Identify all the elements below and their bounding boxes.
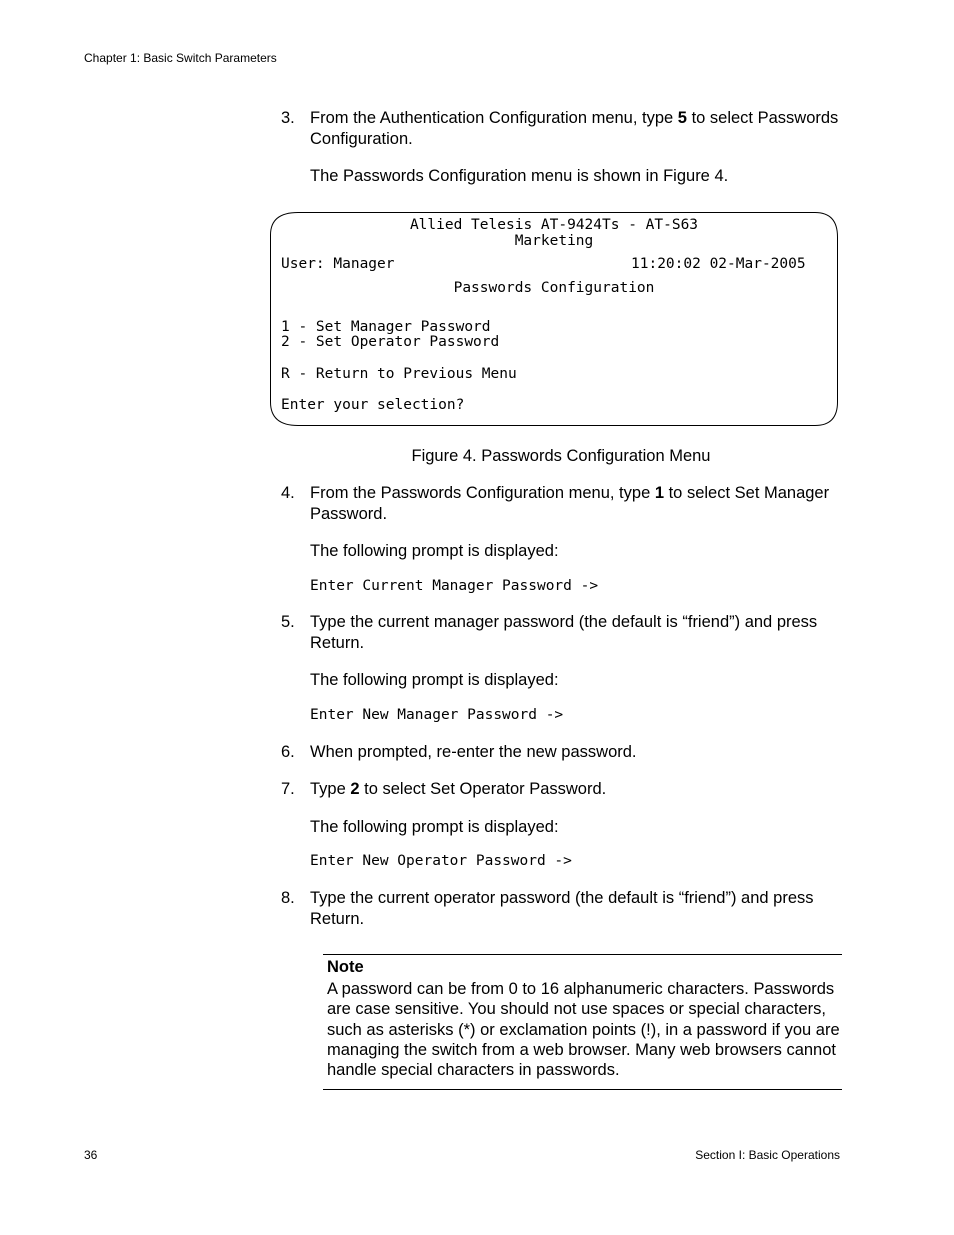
prompt-new-manager: Enter New Manager Password ->	[310, 707, 564, 723]
step-text: Type the current manager password (the default is “friend”) and press Return.	[310, 613, 818, 652]
step-3	[281, 108, 846, 152]
step-text: Type the current operator password (the default is “friend”) and press Return.	[310, 889, 814, 928]
screen-menu-title: Passwords Configuration	[453, 280, 655, 296]
prompt-displayed-text: The following prompt is displayed:	[310, 542, 559, 560]
screen-location: Marketing	[514, 233, 594, 249]
running-header: Chapter 1: Basic Switch Parameters	[84, 51, 277, 65]
screen-option-r: R - Return to Previous Menu	[281, 366, 517, 382]
step-text: When prompted, re-enter the new password.	[310, 743, 637, 761]
screen-option-1: 1 - Set Manager Password	[281, 319, 491, 335]
step-number: 6.	[281, 743, 295, 761]
note-box	[323, 954, 842, 1090]
running-footer-section: Section I: Basic Operations	[695, 1148, 840, 1162]
screen-option-2: 2 - Set Operator Password	[281, 334, 500, 350]
screen-prompt: Enter your selection?	[281, 397, 465, 413]
step-number: 8.	[281, 889, 295, 907]
step-5	[281, 612, 846, 656]
step-number: 7.	[281, 780, 295, 798]
screen-system-name: Allied Telesis AT-9424Ts - AT-S63	[409, 217, 699, 233]
figure-reference-text: The Passwords Configuration menu is shown in Figure 4.	[310, 167, 729, 185]
prompt-current-manager: Enter Current Manager Password ->	[310, 578, 599, 594]
key-label: 5	[677, 109, 687, 127]
step-8	[281, 888, 846, 932]
step-6	[281, 742, 846, 764]
step-text: From the Authentication Configuration menu, type 5 to select Passwords Configuration.	[310, 109, 839, 148]
step-text: Type 2 to select Set Operator Password.	[310, 780, 607, 798]
note-body: A password can be from 0 to 16 alphanumeric characters. Passwords are case sensitive. You should not use spaces or special characters, such as asterisks (*) or exclamation points (!), in a password if you are managing the switch from a web browser. Many web browsers cannot handle special characters in passwords.	[327, 980, 840, 1080]
prompt-displayed-text: The following prompt is displayed:	[310, 818, 559, 836]
prompt-new-operator: Enter New Operator Password ->	[310, 853, 572, 869]
screen-user: User: Manager	[281, 256, 395, 272]
prompt-displayed-text: The following prompt is displayed:	[310, 671, 559, 689]
screen-datetime: 11:20:02 02-Mar-2005	[631, 256, 806, 272]
page-number: 36	[84, 1148, 98, 1162]
step-number: 3.	[281, 109, 295, 127]
key-label: 1	[654, 484, 665, 502]
step-number: 5.	[281, 613, 295, 631]
figure-caption: Figure 4. Passwords Configuration Menu	[411, 447, 711, 465]
note-title: Note	[327, 958, 364, 976]
key-label: 2	[350, 780, 360, 798]
terminal-screen-figure	[270, 212, 838, 426]
step-number: 4.	[281, 484, 295, 502]
step-7	[281, 779, 846, 801]
step-text: From the Passwords Configuration menu, type 1 to select Set Manager Password.	[310, 484, 830, 523]
step-4	[281, 483, 846, 527]
